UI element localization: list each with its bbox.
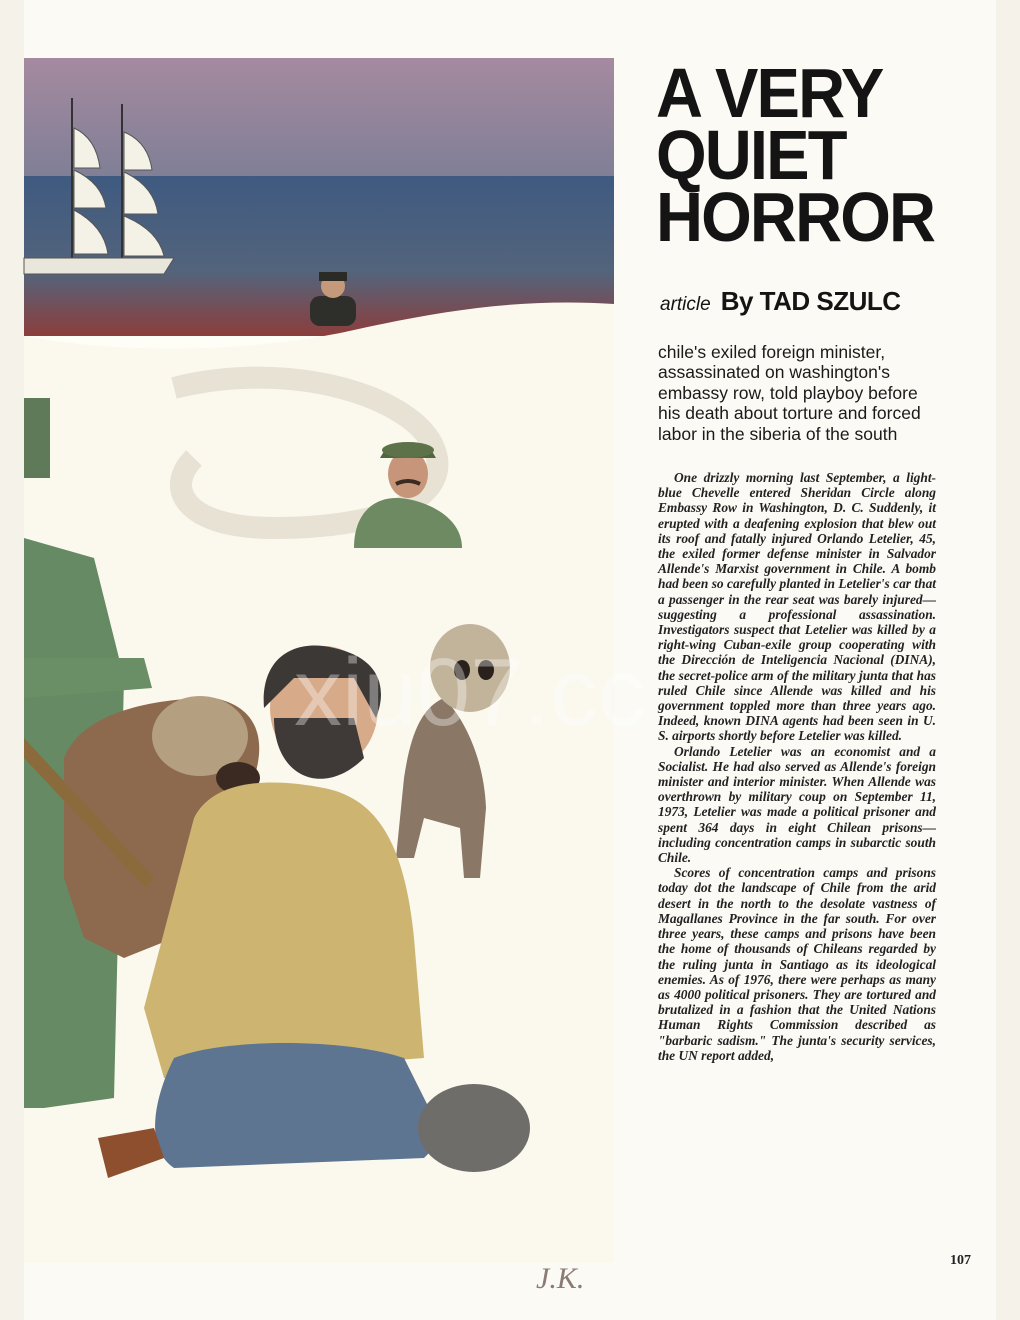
- artist-signature: J.K.: [536, 1262, 585, 1295]
- byline: [660, 286, 901, 317]
- title-line: QUIET: [656, 116, 846, 194]
- article-body: [658, 470, 936, 1063]
- body-paragraph: Scores of concentration camps and prisons today dot the landscape of Chile from the arid desert in the north to the desolate vastness of Magallanes Province in the far south. For over three years, these camps and prisons have been the home of thousands of Chileans regarded by the ruling junta in Santiago as its ideological enemies. As of 1976, there were perhaps as many as 4000 political prisoners. They are tortured and brutalized in a fashion that the United Nations Human Rights Commission described as "barbaric sadism." The junta's security services, the UN report added,: [658, 865, 936, 1063]
- body-paragraph: Orlando Letelier was an economist and a Socialist. He had also served as Allende's foreign minister and interior minister. When Allende was overthrown by military coup on September 11, 1973, Letelier was made a political prisoner and spent 364 days in eight Chilean prisons—including concentration camps in subarctic south Chile.: [658, 743, 936, 866]
- author-name: By TAD SZULC: [720, 286, 901, 316]
- body-paragraph: One drizzly morning last September, a light-blue Chevelle entered Sheridan Circle along Embassy Row in Washington, D. C. Suddenly, it erupted with a deafening explosion that blew out its roof and fatally injured Orlando Letelier, 45, the exiled former defense minister in Salvador Allende's Marxist government in Chile. A bomb had been so carefully planted in Letelier's car that a passenger in the rear seat was barely injured—suggesting a professional assassination. Investigators suspect that Letelier was killed by a right-wing Cuban-exile group cooperating with the Dirección de Inteligencia Nacional (DINA), the secret-police arm of the military junta that has ruled Chile since Allende was killed and his government toppled more than three years ago. Indeed, known DINA agents had been seen in U. S. airports shortly before Letelier was killed.: [658, 470, 936, 744]
- title-line: HORROR: [656, 178, 935, 256]
- article-kind: article: [660, 294, 711, 315]
- illustration-artwork: [24, 58, 614, 1263]
- title-line: A VERY: [656, 54, 883, 132]
- page-number: 107: [950, 1253, 971, 1268]
- watermark: xiu07.cc: [294, 639, 647, 746]
- illustration: [24, 58, 647, 1295]
- article-title: [656, 54, 935, 256]
- sky: [24, 58, 614, 178]
- article-deck: chile's exiled foreign minister, assassinated on washington's embassy row, told playboy before his death about torture and forced labor in the siberia of the south: [658, 342, 921, 444]
